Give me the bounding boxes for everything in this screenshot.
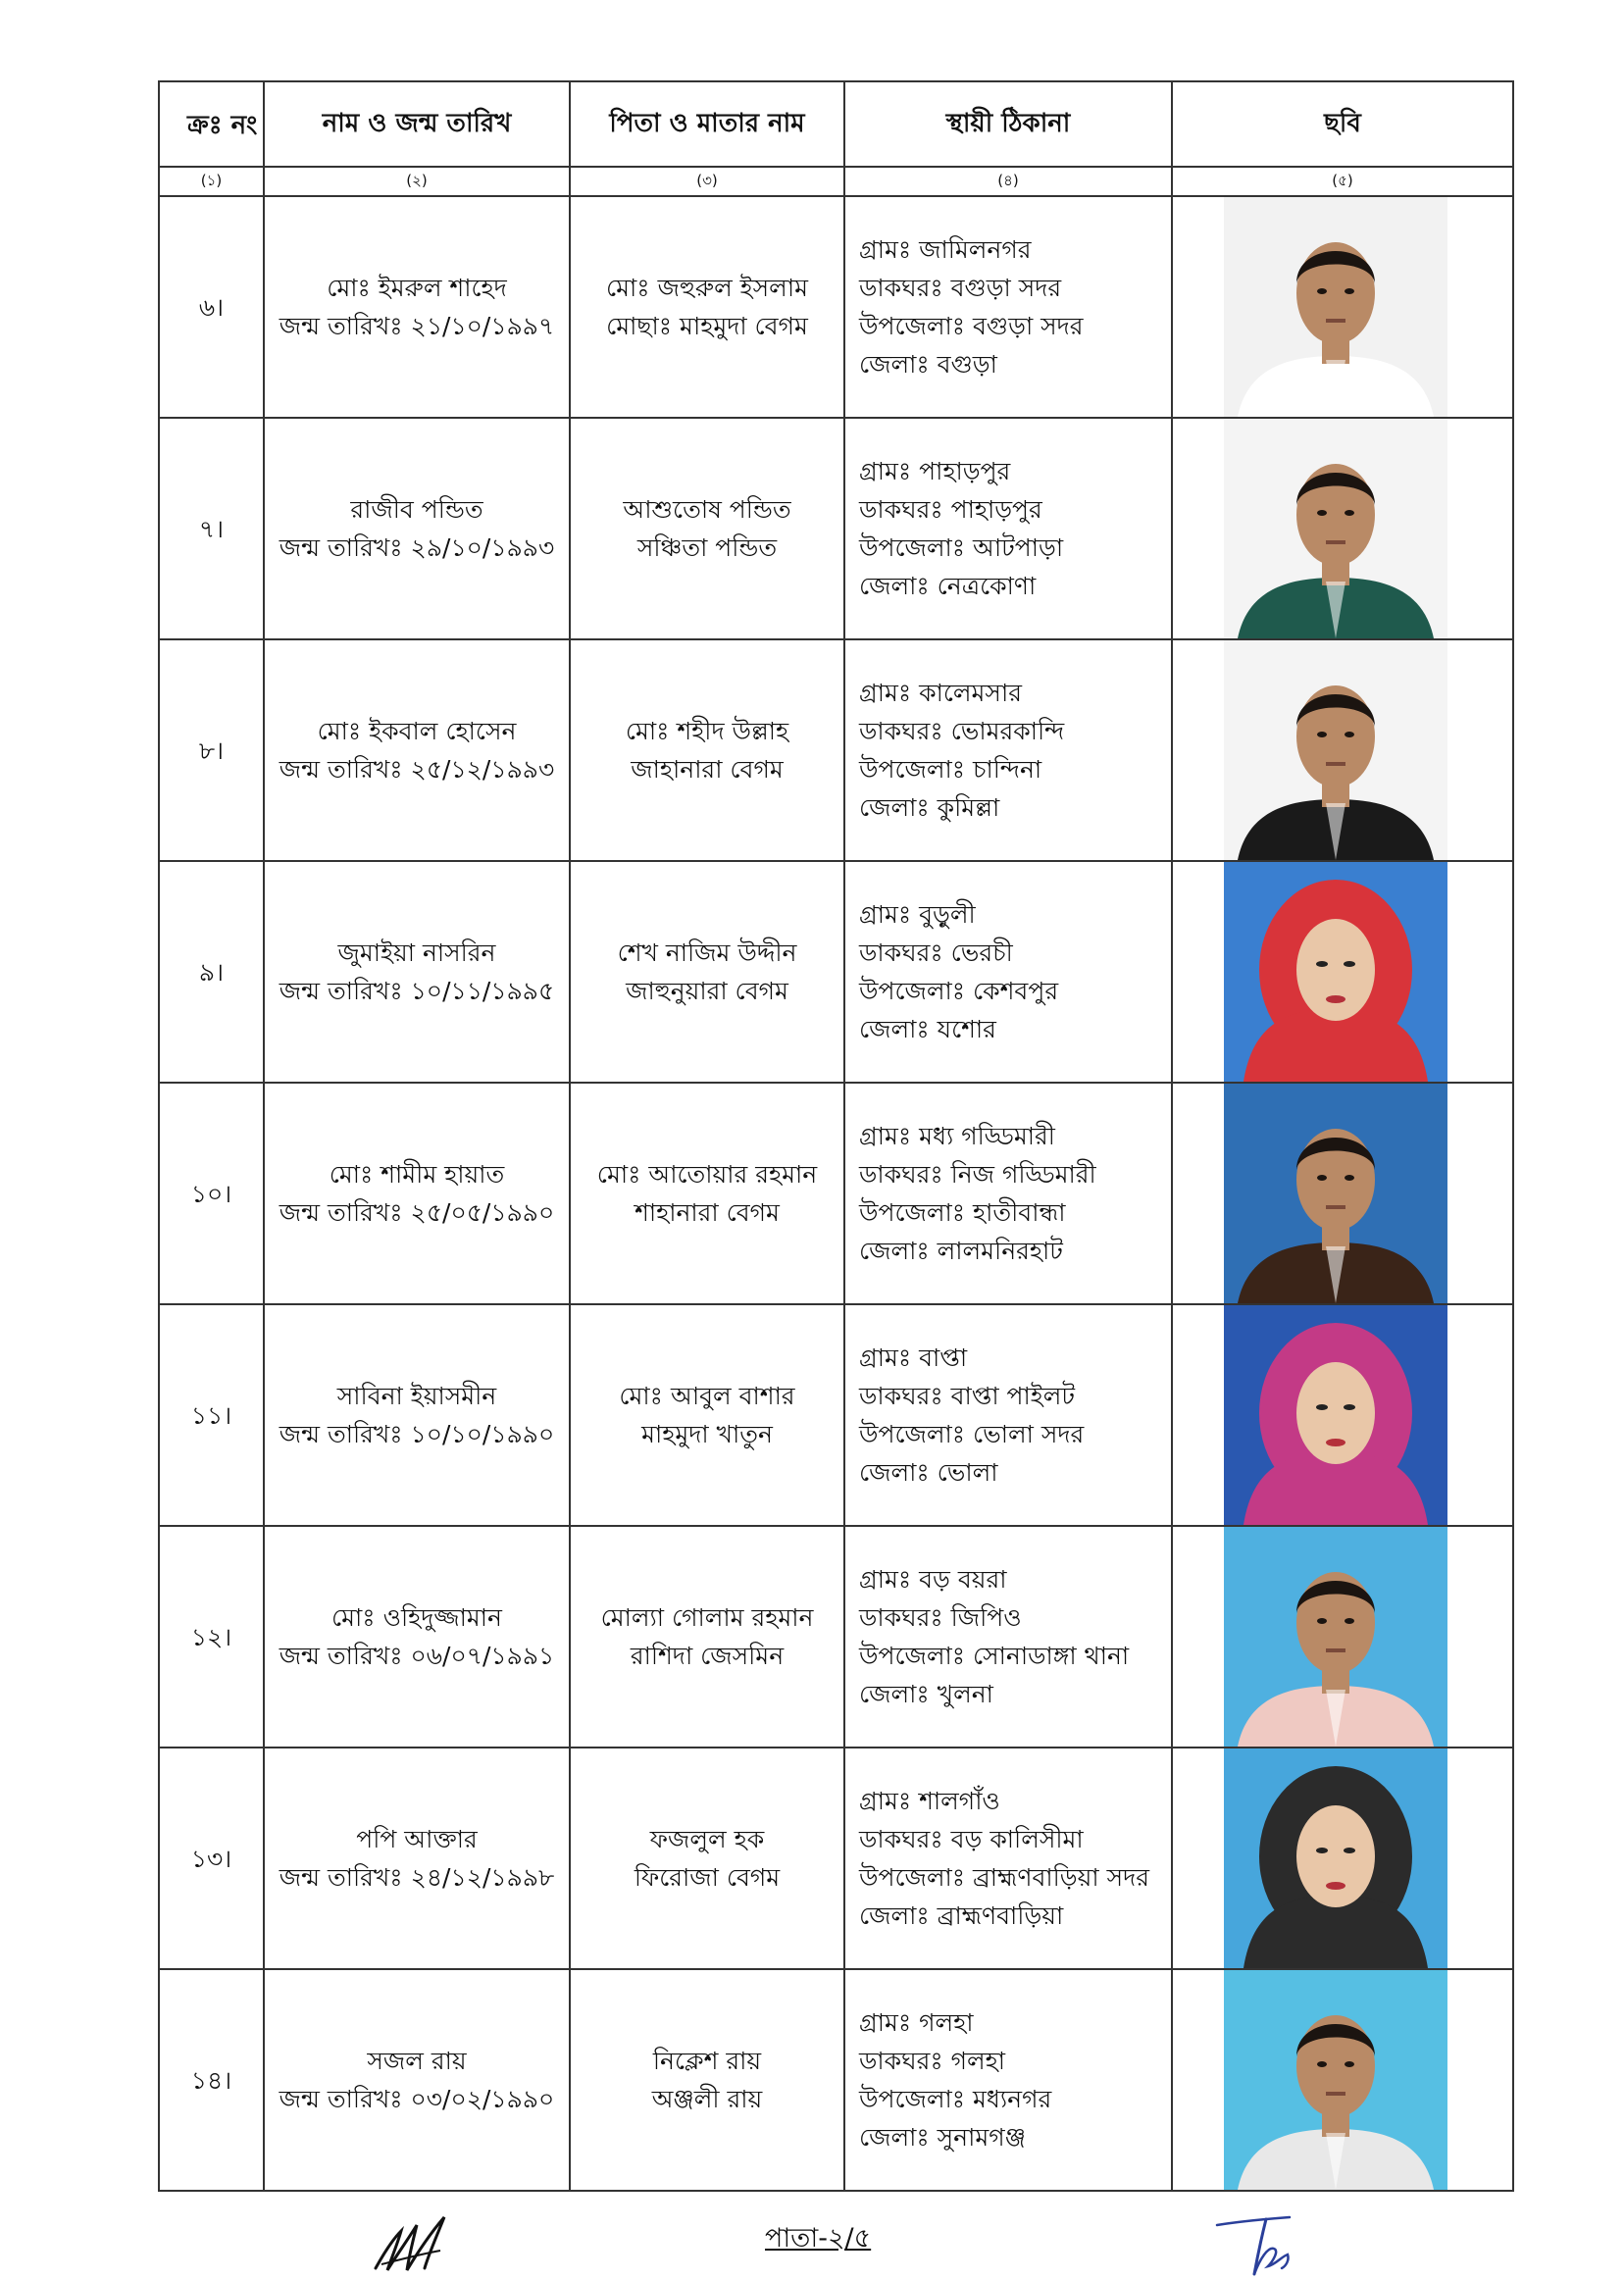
address-district: জেলাঃ ভোলা	[859, 1458, 998, 1487]
candidate-name: রাজীব পন্ডিত	[350, 495, 483, 524]
mother-name: সঞ্চিতা পন্ডিত	[636, 533, 778, 562]
address-district: জেলাঃ সুনামগঞ্জ	[859, 2123, 1026, 2152]
date-of-birth: জন্ম তারিখঃ ০৬/০৭/১৯৯১	[279, 1642, 555, 1670]
serial-cell: ১৪।	[159, 1969, 264, 2191]
photo-cell	[1172, 196, 1513, 418]
address-post-office: ডাকঘরঃ ভোমরকান্দি	[859, 717, 1065, 745]
photo-cell	[1172, 1304, 1513, 1526]
address-upazila: উপজেলাঃ হাতীবান্ধা	[859, 1198, 1066, 1227]
mother-name: জাহানারা বেগম	[631, 755, 784, 784]
date-of-birth: জন্ম তারিখঃ ১০/১০/১৯৯০	[279, 1420, 555, 1448]
mother-name: অঞ্জলী রায়	[651, 2085, 763, 2113]
address-village: গ্রামঃ মধ্য গড্ডিমারী	[859, 1122, 1055, 1150]
serial-cell: ১০।	[159, 1083, 264, 1304]
address-post-office: ডাকঘরঃ পাহাড়পুর	[859, 495, 1042, 524]
address-village: গ্রামঃ বড় বয়রা	[859, 1565, 1007, 1594]
col-number: (১)	[159, 167, 264, 196]
father-name: ফজলুল হক	[649, 1825, 765, 1853]
serial-cell: ৯।	[159, 861, 264, 1083]
father-name: মোঃ আতোয়ার রহমান	[596, 1160, 818, 1189]
candidate-photo	[1224, 1084, 1447, 1303]
address-district: জেলাঃ নেত্রকোণা	[859, 572, 1037, 600]
father-name: মোঃ শহীদ উল্লাহ	[625, 717, 789, 745]
address-cell	[844, 1083, 1172, 1304]
col-number: (৪)	[844, 167, 1172, 196]
name-dob-cell	[264, 861, 570, 1083]
parents-cell	[570, 861, 844, 1083]
address-district: জেলাঃ লালমনিরহাট	[859, 1237, 1063, 1265]
serial-cell: ৭।	[159, 418, 264, 639]
header-address: স্থায়ী ঠিকানা	[844, 81, 1172, 167]
name-dob-cell	[264, 196, 570, 418]
address-upazila: উপজেলাঃ বগুড়া সদর	[859, 312, 1084, 340]
candidate-photo	[1224, 1305, 1447, 1525]
parents-cell	[570, 1526, 844, 1748]
candidate-photo	[1224, 640, 1447, 860]
address-post-office: ডাকঘরঃ জিপিও	[859, 1603, 1022, 1632]
address-district: জেলাঃ বগুড়া	[859, 350, 997, 379]
address-village: গ্রামঃ জামিলনগর	[859, 235, 1032, 264]
table-row	[159, 861, 1513, 1083]
address-district: জেলাঃ কুমিল্লা	[859, 793, 1000, 822]
address-post-office: ডাকঘরঃ ভেরচী	[859, 938, 1013, 967]
date-of-birth: জন্ম তারিখঃ ২৫/০৫/১৯৯০	[279, 1198, 555, 1227]
parents-cell	[570, 1304, 844, 1526]
address-district: জেলাঃ ব্রাহ্মণবাড়িয়া	[859, 1901, 1064, 1930]
serial-cell: ১১।	[159, 1304, 264, 1526]
date-of-birth: জন্ম তারিখঃ ২৪/১২/১৯৯৮	[279, 1863, 555, 1892]
address-upazila: উপজেলাঃ আটপাড়া	[859, 533, 1064, 562]
address-cell	[844, 196, 1172, 418]
header-photo: ছবি	[1172, 81, 1513, 167]
candidate-photo	[1224, 419, 1447, 638]
header-parents: পিতা ও মাতার নাম	[570, 81, 844, 167]
header-row	[159, 81, 1513, 167]
serial-cell: ১৩।	[159, 1748, 264, 1969]
candidate-name: সজল রায়	[367, 2047, 467, 2075]
candidate-photo	[1224, 862, 1447, 1082]
mother-name: রাশিদা জেসমিন	[630, 1642, 785, 1670]
candidate-table	[158, 80, 1514, 2192]
parents-cell	[570, 1969, 844, 2191]
address-cell	[844, 418, 1172, 639]
address-cell	[844, 1748, 1172, 1969]
date-of-birth: জন্ম তারিখঃ ২৫/১২/১৯৯৩	[279, 755, 555, 784]
date-of-birth: জন্ম তারিখঃ ২১/১০/১৯৯৭	[279, 312, 555, 340]
father-name: মোঃ আবুল বাশার	[619, 1382, 795, 1410]
header-serial: ক্রঃ নং	[159, 81, 264, 167]
address-post-office: ডাকঘরঃ নিজ গড্ডিমারী	[859, 1160, 1096, 1189]
name-dob-cell	[264, 1083, 570, 1304]
address-village: গ্রামঃ শালগাঁও	[859, 1787, 1000, 1815]
photo-cell	[1172, 1748, 1513, 1969]
signature-right	[1211, 2211, 1319, 2280]
serial-cell: ১২।	[159, 1526, 264, 1748]
table-row	[159, 1526, 1513, 1748]
address-cell	[844, 1304, 1172, 1526]
mother-name: মোছাঃ মাহমুদা বেগম	[606, 312, 808, 340]
address-cell	[844, 861, 1172, 1083]
name-dob-cell	[264, 639, 570, 861]
serial-cell: ৬।	[159, 196, 264, 418]
address-village: গ্রামঃ পাহাড়পুর	[859, 457, 1011, 485]
table-row	[159, 639, 1513, 861]
mother-name: ফিরোজা বেগম	[634, 1863, 781, 1892]
candidate-photo	[1224, 197, 1447, 417]
date-of-birth: জন্ম তারিখঃ ১০/১১/১৯৯৫	[279, 977, 555, 1005]
photo-cell	[1172, 1969, 1513, 2191]
photo-cell	[1172, 418, 1513, 639]
address-district: জেলাঃ খুলনা	[859, 1680, 993, 1708]
address-district: জেলাঃ যশোর	[859, 1015, 996, 1043]
parents-cell	[570, 639, 844, 861]
address-upazila: উপজেলাঃ ভোলা সদর	[859, 1420, 1085, 1448]
father-name: মোঃ জহুরুল ইসলাম	[606, 274, 808, 302]
table-row	[159, 418, 1513, 639]
col-number: (৫)	[1172, 167, 1513, 196]
photo-cell	[1172, 861, 1513, 1083]
table-row	[159, 1748, 1513, 1969]
signature-left	[368, 2211, 461, 2280]
address-village: গ্রামঃ বাপ্তা	[859, 1343, 968, 1372]
candidate-photo	[1224, 1970, 1447, 2190]
candidate-name: পপি আক্তার	[356, 1825, 478, 1853]
address-upazila: উপজেলাঃ মধ্যনগর	[859, 2085, 1052, 2113]
candidate-name: মোঃ ওহিদুজ্জামান	[331, 1603, 502, 1632]
column-number-row	[159, 167, 1513, 196]
date-of-birth: জন্ম তারিখঃ ২৯/১০/১৯৯৩	[279, 533, 555, 562]
father-name: মোল্যা গোলাম রহমান	[600, 1603, 814, 1632]
parents-cell	[570, 1748, 844, 1969]
name-dob-cell	[264, 418, 570, 639]
parents-cell	[570, 1083, 844, 1304]
name-dob-cell	[264, 1748, 570, 1969]
address-upazila: উপজেলাঃ ব্রাহ্মণবাড়িয়া সদর	[859, 1863, 1149, 1892]
address-upazila: উপজেলাঃ কেশবপুর	[859, 977, 1059, 1005]
serial-cell: ৮।	[159, 639, 264, 861]
parents-cell	[570, 418, 844, 639]
col-number: (২)	[264, 167, 570, 196]
candidate-name: মোঃ ইমরুল শাহেদ	[327, 274, 507, 302]
photo-cell	[1172, 639, 1513, 861]
col-number: (৩)	[570, 167, 844, 196]
page-number: পাতা-২/৫	[765, 2223, 872, 2254]
header-name-dob: নাম ও জন্ম তারিখ	[264, 81, 570, 167]
photo-cell	[1172, 1526, 1513, 1748]
address-village: গ্রামঃ কালেমসার	[859, 679, 1022, 707]
name-dob-cell	[264, 1526, 570, 1748]
father-name: আশুতোষ পন্ডিত	[623, 495, 791, 524]
table-row	[159, 196, 1513, 418]
address-cell	[844, 639, 1172, 861]
father-name: শেখ নাজিম উদ্দীন	[617, 938, 797, 967]
name-dob-cell	[264, 1304, 570, 1526]
mother-name: জাহুনুয়ারা বেগম	[626, 977, 788, 1005]
name-dob-cell	[264, 1969, 570, 2191]
date-of-birth: জন্ম তারিখঃ ০৩/০২/১৯৯০	[279, 2085, 555, 2113]
address-post-office: ডাকঘরঃ গলহা	[859, 2047, 1006, 2075]
address-village: গ্রামঃ বুড়ুলী	[859, 900, 976, 929]
address-upazila: উপজেলাঃ সোনাডাঙ্গা থানা	[859, 1642, 1130, 1670]
candidate-name: জুমাইয়া নাসরিন	[337, 938, 496, 967]
address-post-office: ডাকঘরঃ বড় কালিসীমা	[859, 1825, 1084, 1853]
candidate-name: সাবিনা ইয়াসমীন	[336, 1382, 497, 1410]
candidate-photo	[1224, 1527, 1447, 1747]
table-body	[159, 196, 1513, 2191]
table-row	[159, 1304, 1513, 1526]
photo-cell	[1172, 1083, 1513, 1304]
mother-name: শাহানারা বেগম	[634, 1198, 780, 1227]
mother-name: মাহমুদা খাতুন	[641, 1420, 773, 1448]
parents-cell	[570, 196, 844, 418]
address-cell	[844, 1526, 1172, 1748]
address-post-office: ডাকঘরঃ বাপ্তা পাইলট	[859, 1382, 1075, 1410]
address-post-office: ডাকঘরঃ বগুড়া সদর	[859, 274, 1062, 302]
father-name: নিক্লেশ রায়	[652, 2047, 762, 2075]
address-upazila: উপজেলাঃ চান্দিনা	[859, 755, 1042, 784]
candidate-name: মোঃ শামীম হায়াত	[329, 1160, 505, 1189]
candidate-name: মোঃ ইকবাল হোসেন	[317, 717, 517, 745]
candidate-photo	[1224, 1748, 1447, 1968]
address-village: গ্রামঃ গলহা	[859, 2008, 974, 2037]
table-row	[159, 1083, 1513, 1304]
address-cell	[844, 1969, 1172, 2191]
table-row	[159, 1969, 1513, 2191]
